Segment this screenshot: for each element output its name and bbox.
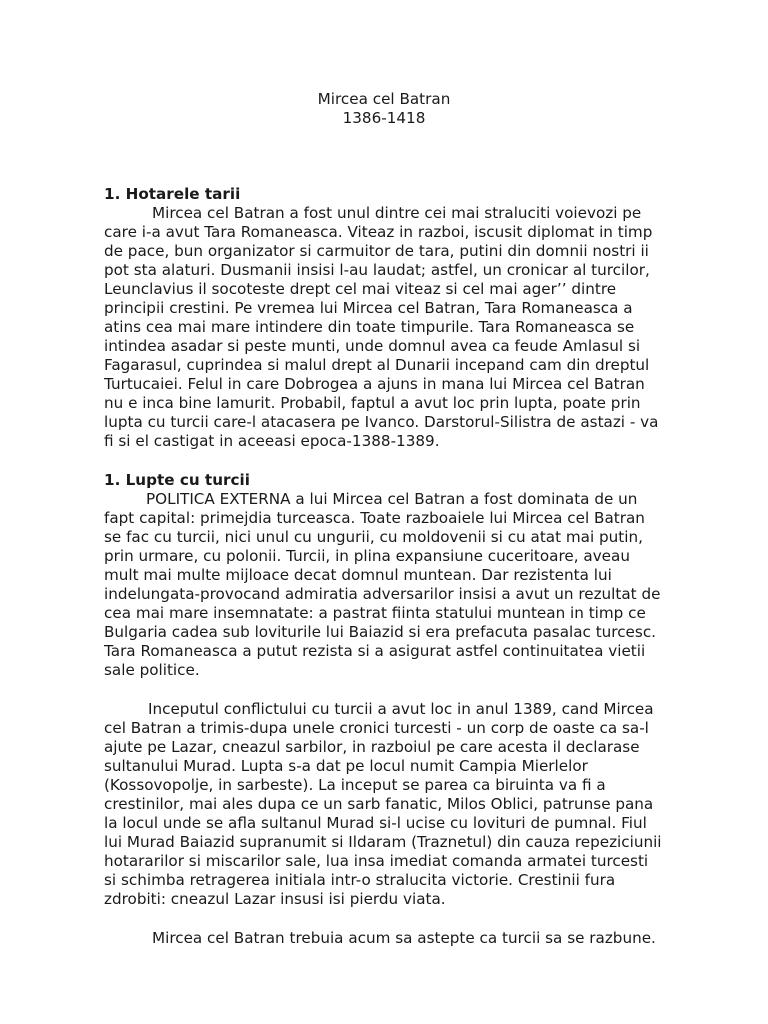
spacer — [104, 909, 664, 929]
document-page — [104, 90, 664, 948]
section-heading: 1. Hotarele tarii — [104, 185, 241, 203]
document-years: 1386-1418 — [342, 109, 426, 127]
spacer — [104, 451, 664, 471]
document-title: Mircea cel Batran — [317, 90, 451, 108]
paragraph: POLITICA EXTERNA a lui Mircea cel Batran a fost dominata de un fapt capital: primejdia turceasca. Toate razboaiele lui Mircea cel Batran se fac cu turcii, nici unul cu ungurii, cu moldovenii si cu atat mai putin, prin urmare, cu polonii. Turcii, in plina expansiune cuceritoare, aveau mult mai multe mijloace decat domnul muntean. Dar rezistenta lui indelungata-provocand admiratia adversarilor insisi a avut un rezultat de cea mai mare insemnatate: a pastrat fiinta statului muntean in timp ce Bulgaria cadea sub loviturile lui Baiazid si era prefacuta pasalac turcesc. Tara Romaneasca a putut rezista si a asigurat astfel continuitatea vietii sale politice. — [104, 490, 661, 679]
paragraph: Mircea cel Batran trebuia acum sa astepte ca turcii sa se razbune. — [152, 929, 656, 947]
section-hotarele-tarii — [104, 185, 664, 451]
spacer — [104, 128, 664, 185]
paragraph: Inceputul conflictului cu turcii a avut loc in anul 1389, cand Mircea cel Batran a trimis-dupa unele cronici turcesti - un corp de oaste ca sa-l ajute pe Lazar, cneazul sarbilor, in razboiul pe care acesta il declarase sultanului Murad. Lupta s-a dat pe locul numit Campia Mierlelor (Kossovopolje, in sarbeste). La inceput se parea ca biruinta va fi a crestinilor, mai ales dupa ce un sarb fanatic, Milos Oblici, patrunse pana la locul unde se afla sultanul Murad si-l ucise cu lovituri de pumnal. Fiul lui Murad Baiazid supranumit si Ildaram (Traznetul) din cauza repeziciunii hotararilor si miscarilor sale, lua insa imediat comanda armatei turcesti si schimba retragerea initiala intr-o stralucita victorie. Crestinii fura zdrobiti: cneazul Lazar insusi isi pierdu viata. — [104, 700, 662, 908]
title-block — [104, 90, 664, 128]
spacer — [104, 680, 664, 700]
paragraph: Mircea cel Batran a fost unul dintre cei mai straluciti voievozi pe care i-a avut Tara Romaneasca. Viteaz in razboi, iscusit diplomat in timp de pace, bun organizator si carmuitor de tara, putini din domnii nostri ii pot sta alaturi. Dusmanii insisi l-au laudat; astfel, un cronicar al turcilor, Leunclavius il socoteste drept cel mai viteaz si cel mai ager’’ dintre principii crestini. Pe vremea lui Mircea cel Batran, Tara Romaneasca a atins cea mai mare intindere din toate timpurile. Tara Romaneasca se intindea asadar si peste munti, unde domnul avea ca feude Amlasul si Fagarasul, cuprindea si malul drept al Dunarii incepand cam din dreptul Turtucaiei. Felul in care Dobrogea a ajuns in mana lui Mircea cel Batran nu e inca bine lamurit. Probabil, faptul a avut loc prin lupta, poate prin lupta cu turcii care-l atacasera pe Ivanco. Darstorul-Silistra de astazi - va fi si el castigat in aceeasi epoca-1388-1389. — [104, 204, 659, 450]
section-lupte-cu-turcii — [104, 471, 664, 948]
section-heading: 1. Lupte cu turcii — [104, 471, 250, 489]
